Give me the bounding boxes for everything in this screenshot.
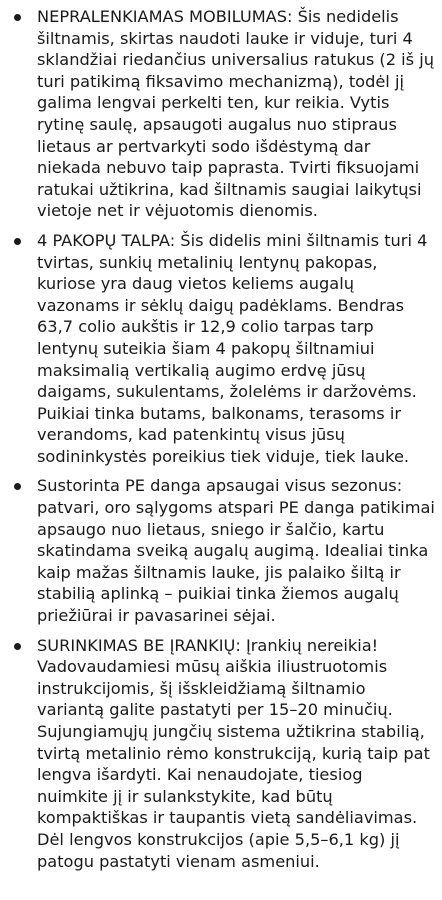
feature-text: Sustorinta PE danga apsaugai visus sezonus: patvari, oro sąlygoms atspari PE danga patikimai apsaugo nuo lietaus, sniego ir šalčio, kartu skatindama sveiką augalų augimą. Idealiai tinka kaip mažas šiltnamis lauke, jis palaiko šiltą ir stabilią aplinką – puikiai tinka žiemos augalų priežiūrai ir pavasarinei sėjai.	[37, 476, 435, 626]
feature-cover	[0, 475, 436, 626]
feature-mobility	[0, 6, 436, 222]
feature-text: SURINKIMAS BE ĮRANKIŲ: Įrankių nereikia! Vadovaudamiesi mūsų aiškia iliustruotomis instrukcijomis, šį išskleidžiamą šiltnamio variantą galite pastatyti per 15–20 minučių. Sujungiamųjų jungčių sistema užtikrina stabilią, tvirtą metalinio rėmo konstrukciją, kurią taip pat lengva išardyti. Kai nenaudojate, tiesiog nuimkite jį ir sulankstykite, kad būtų kompaktiškas ir taupantis vietą sandėliavimas. Dėl lengvos konstrukcijos (apie 5,5–6,1 kg) jį patogu pastatyti vienam asmeniui.	[37, 635, 430, 871]
feature-text: NEPRALENKIAMAS MOBILUMAS: Šis nedidelis šiltnamis, skirtas naudoti lauke ir viduje, turi 4 sklandžiai riedančius universalius ratukus (2 iš jų turi patikimą fiksavimo mechanizmą), todėl jį galima lengvai perkelti ten, kur reikia. Vytis rytinę saulę, apsaugoti augalus nuo stipraus lietaus ar pertvarkyti sodo išdėstymą dar niekada nebuvo taip paprasta. Tvirti fiksuojami ratukai užtikrina, kad šiltnamis saugiai laikytųsi vietoje net ir vėjuotomis dienomis.	[37, 7, 435, 221]
bullet-dot-icon	[14, 238, 21, 245]
feature-text: 4 PAKOPŲ TALPA: Šis didelis mini šiltnamis turi 4 tvirtas, sunkių metalinių lentynų pakopas, kuriose yra daug vietos keliems augalų vazonams ir sėklų daigų padėklams. Bendras 63,7 colio aukštis ir 12,9 colio tarpas tarp lentynų suteikia šiam 4 pakopų šiltnamiui maksimalią vertikalią augimo erdvę jūsų daigams, sukulentams, žolelėms ir daržovėms. Puikiai tinka butams, balkonams, terasoms ir verandoms, kad patenkintų visus jūsų sodininkystės poreikius tiek viduje, tiek lauke.	[37, 230, 428, 466]
bullet-dot-icon	[14, 14, 21, 21]
feature-capacity	[0, 230, 436, 468]
feature-list	[0, 6, 436, 872]
bullet-dot-icon	[14, 643, 21, 650]
feature-assembly	[0, 635, 436, 873]
bullet-dot-icon	[14, 483, 21, 490]
